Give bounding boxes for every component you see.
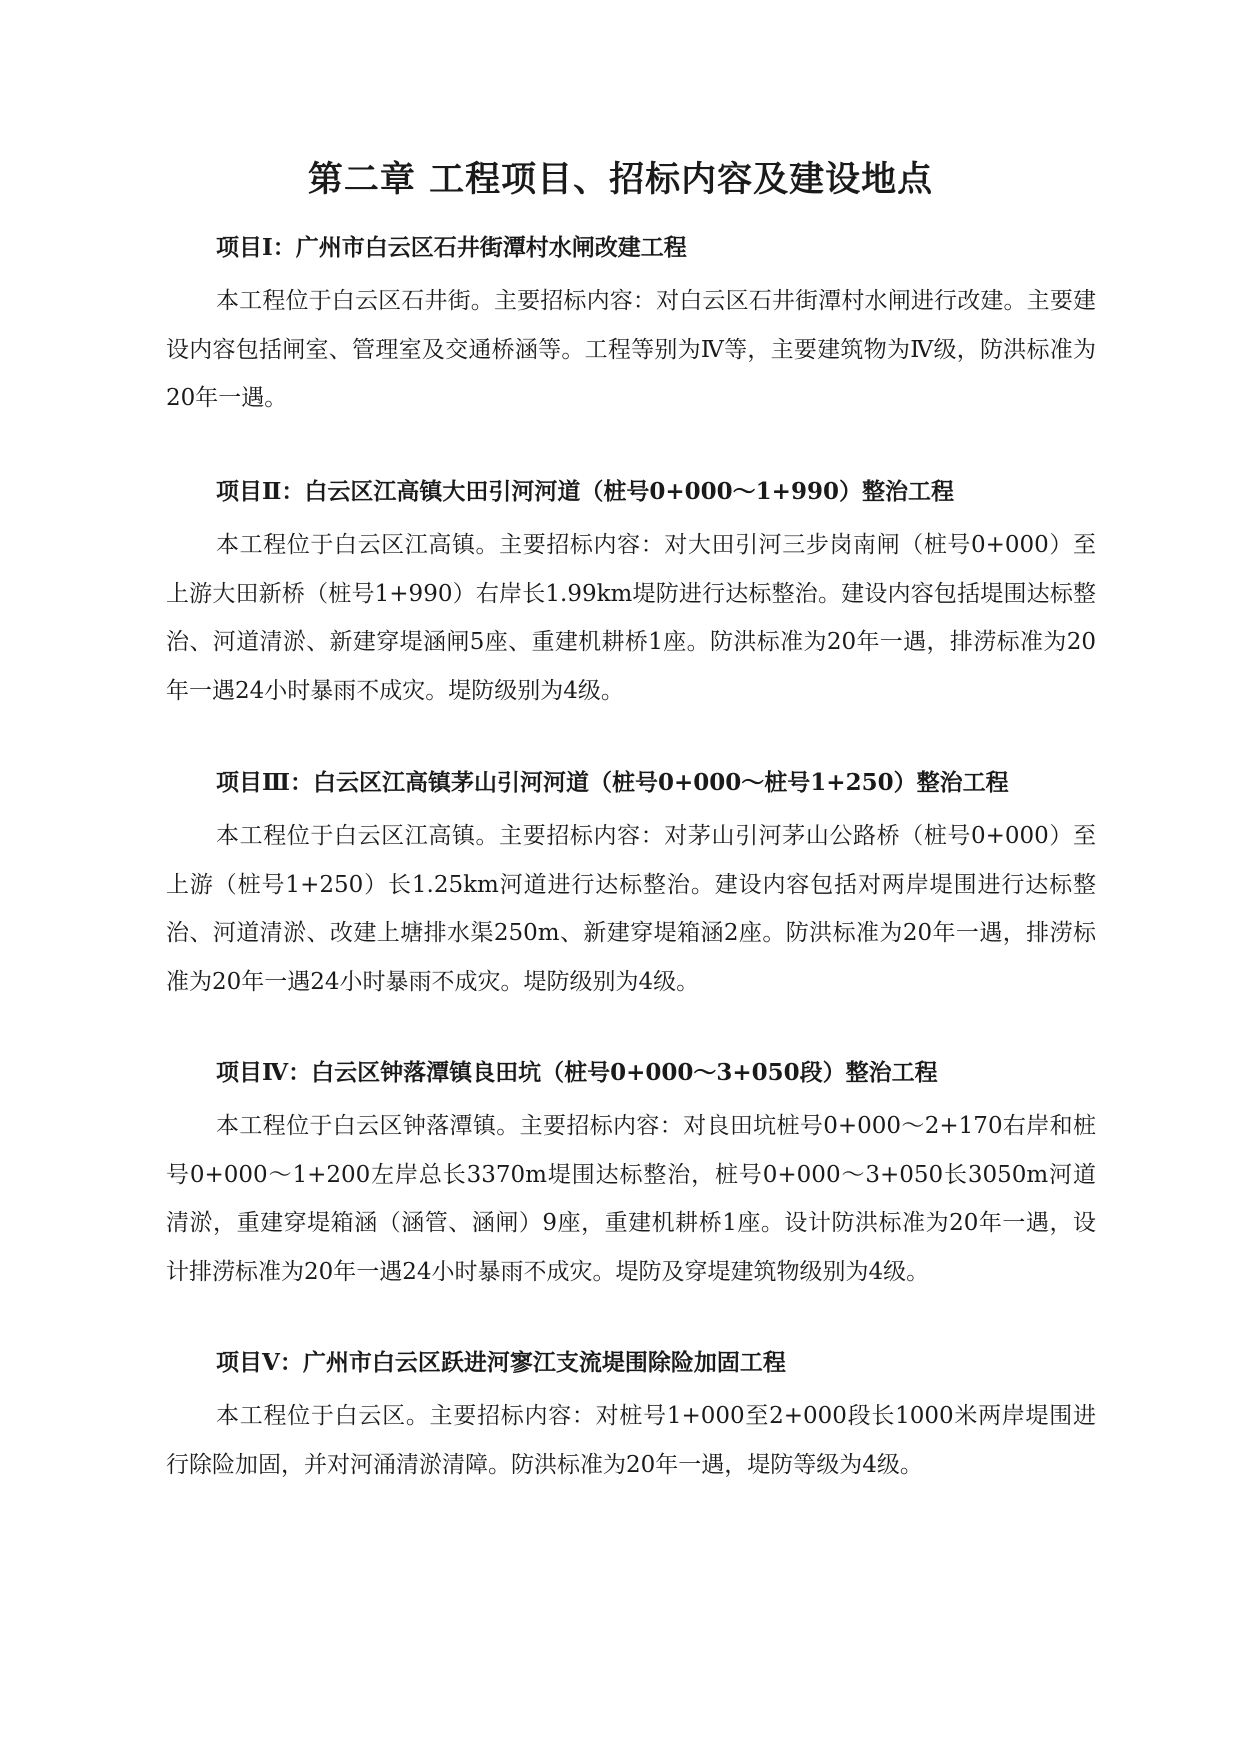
project-heading-2: 项目Ⅱ：白云区江高镇大田引河河道（桩号0+000～1+990）整治工程 — [216, 478, 954, 505]
project-description-4: 本工程位于白云区钟落潭镇。主要招标内容：对良田坑桩号0+000～2+170右岸和桩号0+000～1+200左岸总长3370m堤围达标整治，桩号0+000～3+050长3050m河道清淤，重建穿堤箱涵（涵管、涵闸）9座，重建机耕桥1座。设计防洪标准为20年一遇，设计排涝标准为20年一遇24小时暴雨不成灾。堤防及穿堤建筑物级别为4级。 — [166, 1113, 1096, 1285]
project-section-4 — [166, 1058, 1096, 1296]
project-section-5 — [166, 1348, 1096, 1489]
project-description-5: 本工程位于白云区。主要招标内容：对桩号1+000至2+000段长1000米两岸堤围进行除险加固，并对河涌清淤清障。防洪标准为20年一遇，堤防等级为4级。 — [166, 1403, 1096, 1478]
project-section-3 — [166, 768, 1096, 1006]
project-heading-3: 项目Ⅲ：白云区江高镇茅山引河河道（桩号0+000～桩号1+250）整治工程 — [216, 769, 1009, 796]
project-section-2 — [166, 477, 1096, 715]
chapter-title: 第二章 工程项目、招标内容及建设地点 — [307, 159, 934, 200]
project-heading-1: 项目Ⅰ：广州市白云区石井街潭村水闸改建工程 — [216, 234, 687, 261]
project-heading-5: 项目Ⅴ：广州市白云区跃进河寥江支流堤围除险加固工程 — [216, 1349, 786, 1376]
project-description-1: 本工程位于白云区石井街。主要招标内容：对白云区石井街潭村水闸进行改建。主要建设内容包括闸室、管理室及交通桥涵等。工程等别为Ⅳ等，主要建筑物为Ⅳ级，防洪标准为20年一遇。 — [166, 288, 1096, 411]
project-description-3: 本工程位于白云区江高镇。主要招标内容：对茅山引河茅山公路桥（桩号0+000）至上游（桩号1+250）长1.25km河道进行达标整治。建设内容包括对两岸堤围进行达标整治、河道清淤、改建上塘排水渠250m、新建穿堤箱涵2座。防洪标准为20年一遇，排涝标准为20年一遇24小时暴雨不成灾。堤防级别为4级。 — [166, 823, 1096, 995]
project-heading-4: 项目Ⅳ：白云区钟落潭镇良田坑（桩号0+000～3+050段）整治工程 — [216, 1059, 938, 1086]
project-description-2: 本工程位于白云区江高镇。主要招标内容：对大田引河三步岗南闸（桩号0+000）至上游大田新桥（桩号1+990）右岸长1.99km堤防进行达标整治。建设内容包括堤围达标整治、河道清淤、新建穿堤涵闸5座、重建机耕桥1座。防洪标准为20年一遇，排涝标准为20年一遇24小时暴雨不成灾。堤防级别为4级。 — [166, 532, 1096, 704]
project-section-1 — [166, 233, 1096, 423]
